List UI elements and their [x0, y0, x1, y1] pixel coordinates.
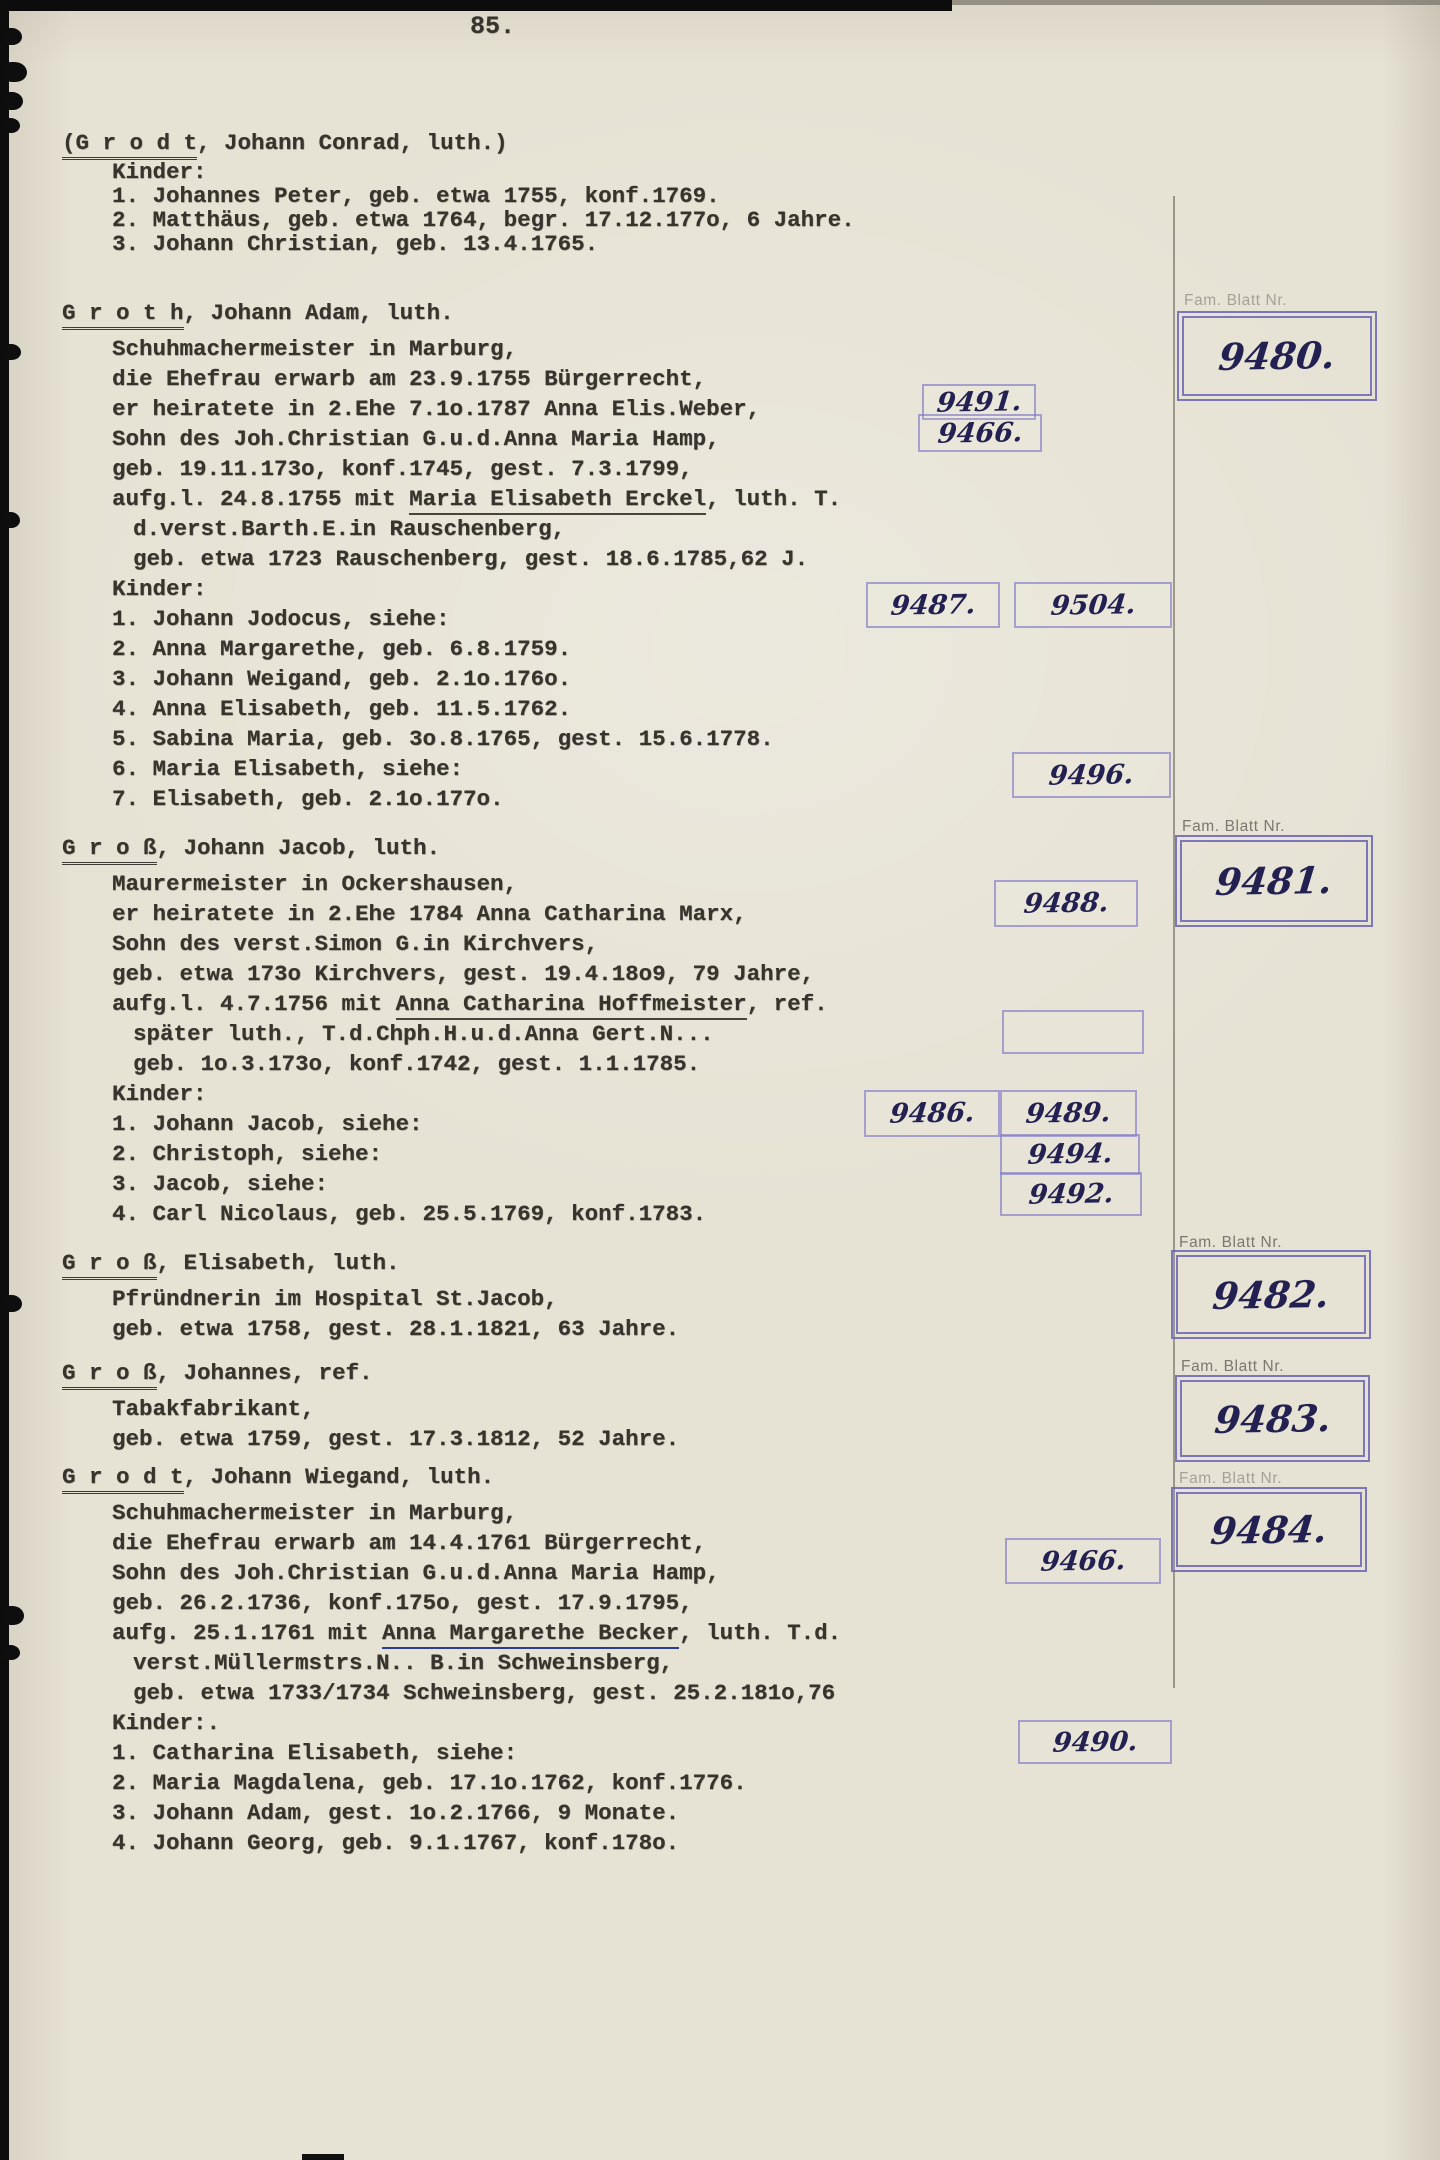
- line-text: Schuhmachermeister in Marburg,: [112, 336, 518, 362]
- line-text: Kinder:: [112, 1081, 207, 1107]
- line-text: die Ehefrau erwarb am 23.9.1755 Bürgerrecht,: [112, 366, 707, 392]
- binding-mark: [2, 1645, 20, 1660]
- fam-blatt-label: Fam. Blatt Nr.: [1179, 1470, 1283, 1487]
- line-text: 6. Maria Elisabeth, siehe:: [112, 756, 464, 782]
- entry-line: [62, 1394, 679, 1424]
- fam-blatt-stamp: [1177, 311, 1377, 401]
- binding-mark: [2, 344, 21, 360]
- entry-line: [62, 959, 828, 989]
- entry-line: [62, 1558, 841, 1588]
- entry-line: [62, 989, 828, 1019]
- entry-line: [62, 634, 841, 664]
- binding-mark: [2, 118, 20, 133]
- entry-line: [62, 514, 841, 544]
- entry-line: [62, 899, 828, 929]
- handwritten-number: 9482.: [1210, 1271, 1332, 1318]
- entry-header: [62, 1248, 679, 1278]
- line-text: geb. etwa 1733/1734 Schweinsberg, gest. 25.2.181o,76: [133, 1680, 836, 1706]
- fam-blatt-label: Fam. Blatt Nr.: [1182, 818, 1286, 835]
- line-text: Sohn des verst.Simon G.in Kirchvers,: [112, 931, 599, 957]
- line-text: 3. Johann Weigand, geb. 2.1o.176o.: [112, 666, 572, 692]
- scan-edge-strip-top-right: [952, 0, 1440, 5]
- line-text: 1. Johann Jacob, siehe:: [112, 1111, 423, 1137]
- line-text: geb. etwa 1723 Rauschenberg, gest. 18.6.1785,62 J.: [133, 546, 809, 572]
- entry-header-rest: , Johann Wiegand, luth.: [183, 1464, 495, 1490]
- page-number: 85.: [470, 12, 516, 41]
- entry-line: [62, 1109, 828, 1139]
- handwritten-number: 9488.: [1022, 887, 1110, 920]
- line-text: Tabakfabrikant,: [112, 1396, 315, 1422]
- entry-header-rest: , Johannes, ref.: [156, 1360, 373, 1386]
- handwritten-number: 9492.: [1027, 1177, 1115, 1211]
- fam-blatt-label: Fam. Blatt Nr.: [1179, 1234, 1283, 1251]
- handwritten-number: 9504.: [1049, 588, 1137, 622]
- line-text: aufg.l. 4.7.1756 mit: [112, 991, 396, 1017]
- line-text: Sohn des Joh.Christian G.u.d.Anna Maria Hamp,: [112, 426, 720, 452]
- entry-line: [62, 664, 841, 694]
- entry-header-rest: , Johann Adam, luth.: [183, 300, 454, 326]
- entry-surname: G r o t h: [62, 300, 184, 330]
- entry-header: [62, 833, 828, 863]
- entry-line: [62, 1708, 841, 1738]
- line-text: geb. 19.11.173o, konf.1745, gest. 7.3.1799,: [112, 456, 693, 482]
- entry-line: [62, 1079, 828, 1109]
- underlined-name: Anna Catharina Hoffmeister: [396, 991, 747, 1020]
- line-text: aufg.l. 24.8.1755 mit: [112, 486, 410, 512]
- line-text: Kinder:.: [112, 1710, 221, 1736]
- family-entry: [62, 298, 841, 814]
- fam-blatt-stamp: [1171, 1250, 1371, 1339]
- line-text: geb. etwa 1758, gest. 28.1.1821, 63 Jahre.: [112, 1316, 680, 1342]
- line-text: 2. Matthäus, geb. etwa 1764, begr. 17.12.177o, 6 Jahre.: [112, 207, 855, 233]
- line-text: , ref.: [746, 991, 828, 1017]
- family-entry: [62, 1358, 679, 1454]
- fam-blatt-label: Fam. Blatt Nr.: [1184, 292, 1288, 309]
- entry-line: [62, 208, 855, 232]
- fam-blatt-ref-box: [866, 582, 1000, 628]
- line-text: er heiratete in 2.Ehe 1784 Anna Catharina Marx,: [112, 901, 747, 927]
- entry-surname: (G r o d t: [62, 130, 197, 160]
- entry-line: [62, 334, 841, 364]
- binding-mark: [3, 62, 27, 82]
- fam-blatt-stamp: [1175, 835, 1373, 927]
- line-text: Maurermeister in Ockershausen,: [112, 871, 518, 897]
- line-text: 4. Anna Elisabeth, geb. 11.5.1762.: [112, 696, 572, 722]
- entry-header-rest: , Johann Conrad, luth.): [197, 130, 508, 156]
- entry-line: [62, 869, 828, 899]
- handwritten-number: 9466.: [1039, 1544, 1127, 1578]
- entry-line: [62, 484, 841, 514]
- handwritten-number: 9486.: [888, 1097, 976, 1130]
- entry-line: [62, 1528, 841, 1558]
- line-text: 5. Sabina Maria, geb. 3o.8.1765, gest. 15.6.1778.: [112, 726, 774, 752]
- line-text: später luth., T.d.Chph.H.u.d.Anna Gert.N...: [133, 1021, 714, 1047]
- entry-header-rest: , Elisabeth, luth.: [156, 1250, 400, 1276]
- line-text: verst.Müllermstrs.N.. B.in Schweinsberg,: [133, 1650, 674, 1676]
- line-text: 3. Johann Adam, gest. 1o.2.1766, 9 Monate.: [112, 1800, 680, 1826]
- handwritten-number: 9489.: [1024, 1097, 1113, 1130]
- line-text: Kinder:: [112, 576, 207, 602]
- entry-header: [62, 298, 841, 328]
- fam-blatt-ref-box-empty: [1002, 1010, 1144, 1054]
- entry-line: [62, 1019, 828, 1049]
- handwritten-number: 9496.: [1047, 758, 1136, 792]
- scan-mark-bottom: [302, 2154, 344, 2160]
- line-text: aufg. 25.1.1761 mit: [112, 1620, 383, 1646]
- entry-line: [62, 184, 855, 208]
- line-text: geb. 1o.3.173o, konf.1742, gest. 1.1.1785.: [133, 1051, 701, 1077]
- margin-rule: [1173, 196, 1175, 1688]
- line-text: 4. Carl Nicolaus, geb. 25.5.1769, konf.1783.: [112, 1201, 707, 1227]
- handwritten-number: 9487.: [889, 588, 977, 622]
- line-text: 2. Anna Margarethe, geb. 6.8.1759.: [112, 636, 572, 662]
- line-text: 4. Johann Georg, geb. 9.1.1767, konf.178o.: [112, 1830, 680, 1856]
- binding-mark: [2, 28, 22, 45]
- entry-line: [62, 364, 841, 394]
- entry-line: [62, 1284, 679, 1314]
- entry-line: [62, 1199, 828, 1229]
- entry-line: [62, 232, 855, 256]
- underlined-name: Maria Elisabeth Erckel: [409, 486, 706, 515]
- entry-line: [62, 454, 841, 484]
- fam-blatt-ref-box: [864, 1090, 1000, 1137]
- binding-mark: [2, 1295, 22, 1312]
- line-text: 1. Johann Jodocus, siehe:: [112, 606, 450, 632]
- binding-mark: [2, 512, 20, 528]
- line-text: , luth. T.d.: [679, 1620, 842, 1646]
- fam-blatt-ref-box: [1014, 582, 1172, 628]
- fam-blatt-ref-box: [1000, 1172, 1142, 1216]
- line-text: 1. Johannes Peter, geb. etwa 1755, konf.1769.: [112, 183, 720, 209]
- entry-line: [62, 1618, 841, 1648]
- entry-line: [62, 1798, 841, 1828]
- entry-line: [62, 424, 841, 454]
- handwritten-number: 9483.: [1212, 1395, 1333, 1442]
- entry-line: [62, 544, 841, 574]
- entry-line: [62, 1828, 841, 1858]
- line-text: Sohn des Joh.Christian G.u.d.Anna Maria Hamp,: [112, 1560, 720, 1586]
- entry-line: [62, 1314, 679, 1344]
- entry-header: [62, 1462, 841, 1492]
- fam-blatt-ref-box: [1018, 1720, 1172, 1764]
- underlined-name: Anna Margarethe Becker: [382, 1620, 679, 1649]
- handwritten-number: 9484.: [1208, 1506, 1330, 1553]
- handwritten-number: 9481.: [1213, 857, 1335, 905]
- entry-line: [62, 1424, 679, 1454]
- handwritten-number: 9466.: [936, 416, 1024, 450]
- entry-surname: G r o ß: [62, 1250, 157, 1280]
- line-text: geb. 26.2.1736, konf.175o, gest. 17.9.1795,: [112, 1590, 693, 1616]
- family-entry: [62, 130, 855, 256]
- entry-line: [62, 1768, 841, 1798]
- entry-line: [62, 1049, 828, 1079]
- handwritten-number: 9480.: [1216, 332, 1338, 380]
- entry-line: [62, 574, 841, 604]
- line-text: 7. Elisabeth, geb. 2.1o.177o.: [112, 786, 504, 812]
- entry-header: [62, 130, 855, 156]
- scan-edge-strip-left: [0, 0, 9, 2160]
- line-text: Kinder:: [112, 159, 207, 185]
- entry-line: [62, 929, 828, 959]
- fam-blatt-ref-box: [1000, 1090, 1137, 1137]
- entry-line: [62, 784, 841, 814]
- entry-surname: G r o ß: [62, 835, 157, 865]
- entry-line: [62, 1678, 841, 1708]
- family-entry: [62, 833, 828, 1229]
- line-text: geb. etwa 1759, gest. 17.3.1812, 52 Jahre.: [112, 1426, 680, 1452]
- fam-blatt-stamp: [1175, 1375, 1370, 1462]
- line-text: 3. Jacob, siehe:: [112, 1171, 329, 1197]
- handwritten-number: 9491.: [935, 385, 1023, 419]
- line-text: d.verst.Barth.E.in Rauschenberg,: [133, 516, 566, 542]
- entry-line: [62, 754, 841, 784]
- binding-mark: [2, 1606, 24, 1625]
- entry-line: [62, 724, 841, 754]
- entry-line: [62, 1139, 828, 1169]
- line-text: 1. Catharina Elisabeth, siehe:: [112, 1740, 518, 1766]
- line-text: geb. etwa 173o Kirchvers, gest. 19.4.18o9, 79 Jahre,: [112, 961, 815, 987]
- line-text: , luth. T.: [706, 486, 842, 512]
- entry-surname: G r o ß: [62, 1360, 157, 1390]
- line-text: 2. Christoph, siehe:: [112, 1141, 383, 1167]
- entry-header-rest: , Johann Jacob, luth.: [156, 835, 441, 861]
- scan-edge-strip-top: [0, 0, 952, 11]
- line-text: Pfründnerin im Hospital St.Jacob,: [112, 1286, 558, 1312]
- fam-blatt-ref-box: [918, 414, 1042, 452]
- fam-blatt-ref-box: [1012, 752, 1171, 798]
- entry-line: [62, 1648, 841, 1678]
- entry-line: [62, 1738, 841, 1768]
- fam-blatt-ref-box: [994, 880, 1138, 927]
- family-entry: [62, 1248, 679, 1344]
- line-text: 3. Johann Christian, geb. 13.4.1765.: [112, 231, 599, 257]
- entry-line: [62, 1498, 841, 1528]
- binding-mark: [2, 92, 23, 110]
- entry-line: [62, 394, 841, 424]
- family-entry: [62, 1462, 841, 1858]
- line-text: Schuhmachermeister in Marburg,: [112, 1500, 518, 1526]
- line-text: die Ehefrau erwarb am 14.4.1761 Bürgerrecht,: [112, 1530, 707, 1556]
- fam-blatt-ref-box: [1000, 1134, 1140, 1175]
- handwritten-number: 9494.: [1026, 1138, 1114, 1171]
- entry-line: [62, 694, 841, 724]
- entry-surname: G r o d t: [62, 1464, 184, 1494]
- fam-blatt-label: Fam. Blatt Nr.: [1181, 1358, 1285, 1375]
- handwritten-number: 9490.: [1051, 1725, 1139, 1759]
- entry-header: [62, 1358, 679, 1388]
- entry-line: [62, 604, 841, 634]
- line-text: 2. Maria Magdalena, geb. 17.1o.1762, konf.1776.: [112, 1770, 747, 1796]
- entry-line: [62, 1169, 828, 1199]
- fam-blatt-stamp: [1171, 1487, 1367, 1572]
- entry-line: [62, 160, 855, 184]
- line-text: er heiratete in 2.Ehe 7.1o.1787 Anna Elis.Weber,: [112, 396, 761, 422]
- fam-blatt-ref-box: [1005, 1538, 1161, 1584]
- entry-line: [62, 1588, 841, 1618]
